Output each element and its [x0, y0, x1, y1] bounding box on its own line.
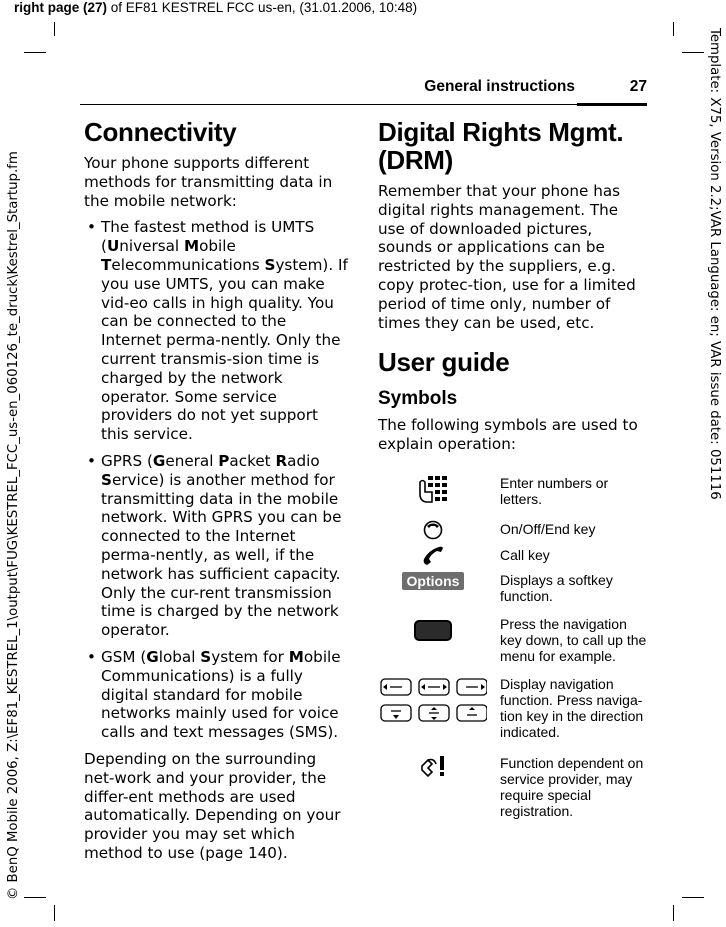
list-item: • GPRS (General Packet Radio Service) is another method for transmitting data in the mobile network. With GPRS you can be connected to the Internet perma-nently, as well, if the network has sufficient capacity. Only the cur-rent transmission time is charged by the network operator.: [84, 452, 349, 640]
nav-key-shape: [414, 620, 452, 641]
connectivity-intro: Your phone supports different methods for transmitting data in the mobile network:: [84, 154, 333, 210]
list-item: • The fastest method is UMTS (Universal Mobile Telecommunications System). If you use UMTS, you can make vid-eo calls in high quality. You can be connected to the Internet perma-nently. Only the current transmis-sion time is charged by the network operator. Some service providers do not yet support this service.: [84, 218, 349, 444]
symbol-description: Press the navigation key down, to call up the menu for example.: [500, 616, 647, 664]
nav-direction-icons: [378, 678, 488, 724]
symbol-description: Call key: [500, 547, 550, 563]
left-column: [84, 118, 349, 871]
provider-function-icon: [378, 754, 488, 778]
symbol-description: Displays a softkey function.: [500, 572, 613, 604]
print-page-label: right page (27): [14, 0, 108, 15]
call-key-icon: [378, 544, 488, 566]
softkey-icon: [378, 572, 488, 590]
symbol-description: Display navigation function. Press naviga-tion key in the direction indicated.: [500, 676, 644, 740]
user-guide-heading: User guide: [378, 347, 510, 378]
symbol-description: On/Off/End key: [500, 521, 596, 537]
header-title: General instructions: [424, 78, 575, 95]
template-info-vertical: Template: X75, Version 2.2;VAR Language: en; VAR issue date: 051116: [707, 28, 722, 500]
right-column: [378, 118, 648, 462]
crop-mark: [682, 897, 704, 898]
crop-mark: [673, 905, 674, 921]
symbol-description: Enter numbers or letters.: [500, 475, 609, 507]
print-info-text: of EF81 KESTREL FCC us-en, (31.01.2006, 10:48): [107, 0, 418, 15]
list-item: • GSM (Global System for Mobile Communications) is a fully digital standard for mobile networks mainly used for voice calls and text messages (SMS).: [84, 648, 349, 742]
crop-mark: [54, 905, 55, 921]
drm-heading: Digital Rights Mgmt. (DRM): [378, 117, 624, 175]
connectivity-closing: Depending on the surrounding net-work and your provider, the differ-ent methods are used automatically. Depending on your provider you may set which method to use (page 140).: [84, 749, 341, 862]
crop-mark: [54, 22, 55, 36]
connectivity-heading: Connectivity: [84, 117, 237, 147]
page-number-underline: [577, 103, 647, 106]
symbols-intro: The following symbols are used to explain operation:: [378, 416, 638, 454]
nav-key-icon: [378, 620, 488, 641]
page-header: [80, 78, 647, 105]
drm-text: Remember that your phone has digital rights management. The use of downloaded pictures, sounds or applications can be restricted by the suppliers, e.g. copy protec-tion, use for a limited period of time only, number of times they can be used, etc.: [378, 182, 636, 332]
symbol-description: Function dependent on service provider, may require special registration.: [500, 755, 644, 819]
crop-mark: [682, 52, 704, 53]
copyright-path-vertical: © BenQ Mobile 2006, Z:\EF81_KESTREL_1\output\FUG\KESTREL_FCC_us-en_060126_te_druck\Kestrel_Startup.fm: [6, 151, 21, 900]
keypad-icon: [378, 474, 488, 504]
crop-mark: [673, 22, 674, 36]
end-key-icon: [378, 518, 488, 540]
page-number: 27: [629, 78, 647, 95]
crop-mark: [24, 897, 46, 898]
crop-mark: [24, 52, 46, 53]
print-info-line: [14, 0, 417, 15]
connectivity-list: [84, 218, 349, 742]
symbols-heading: Symbols: [378, 388, 458, 410]
options-softkey-label: Options: [402, 572, 465, 590]
